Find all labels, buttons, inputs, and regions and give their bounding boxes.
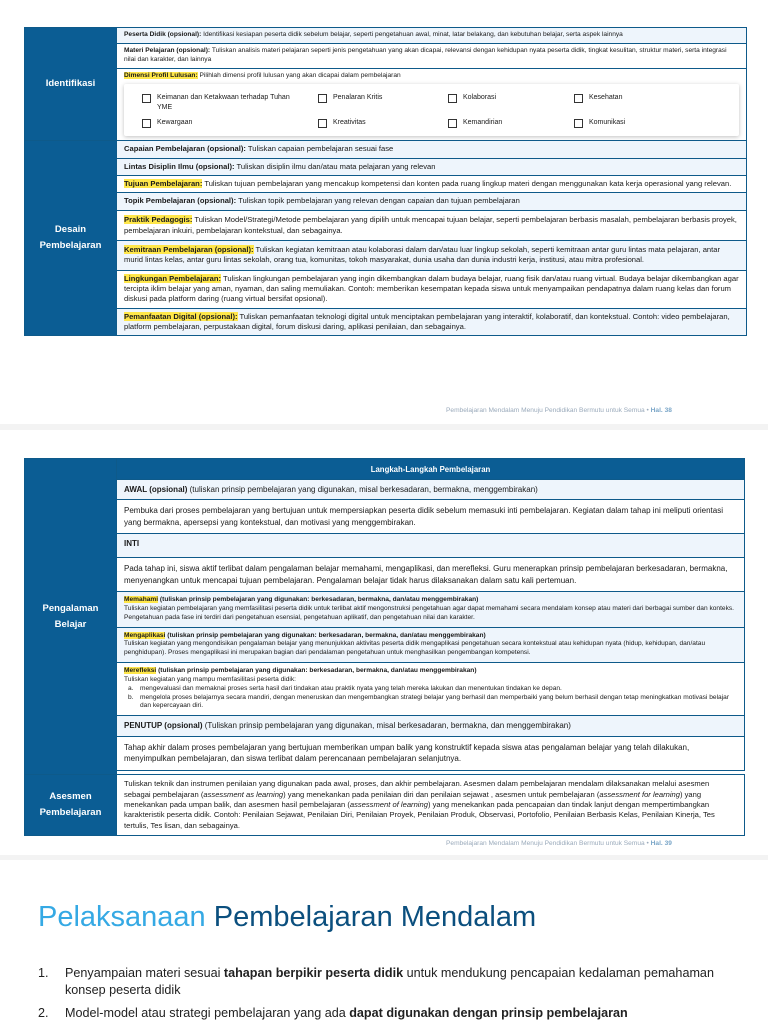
- penutup-desc-row: Tahap akhir dalam proses pembelajaran yang bertujuan memberikan umpan balik yang konstruktif kepada siswa atas pengalaman belajar yang telah dilakukan, menyimpulkan pembelajaran, dan siswa terlibat dalam perencanaan pembelajaran selanjutnya.: [117, 736, 745, 771]
- checkbox-icon[interactable]: [574, 119, 583, 128]
- lintas-disiplin-row: Lintas Disiplin Ilmu (opsional): Tuliskan disiplin ilmu dan/atau mata pelajaran yang relevan: [117, 158, 747, 175]
- section-title: Pelaksanaan Pembelajaran Mendalam: [38, 901, 537, 933]
- awal-desc-row: Pembuka dari proses pembelajaran yang bertujuan untuk mempersiapkan peserta didik sebelum memasuki inti pembelajaran. Kegiatan dalam tahap ini meliputi orientasi yang bermakna, apersepsi yang kontekstual, dan motivasi yang menggembirakan.: [117, 500, 745, 534]
- asesmen-row: Tuliskan teknik dan instrumen penilaian yang digunakan pada awal, proses, dan akhir pembelajaran. Asesmen dalam pembelajaran mendalam dilaksanakan melalui asesmen sebagai pembelajaran (assessment as learning) yang menekankan pada penilaian diri dan penilaian sejawat , asesmen untuk pembelajaran (assessment for learning) yang menekankan pada umpan balik, dan asesmen hasil pembelajaran (assessment of learning) yang menekankan pada pencapaian dan tindak lanjut dengan mempertimbangkan karakteristik peserta didik. Contoh: Penilaian Sejawat, Penilaian Diri, Penilaian Proyek, Penilaian Produk, Observasi, Portofolio, Penilaian Berbasis Kelas, Penilaian Kinerja, Tes tertulis, Tes lisan, dan sebagainya.: [117, 775, 745, 836]
- awal-row: AWAL (opsional) (tuliskan prinsip pembelajaran yang digunakan, misal berkesadaran, bermakna, menggembirakan): [117, 480, 745, 500]
- rpp-table-page-38: [24, 27, 747, 336]
- praktik-pedagogis-row: Praktik Pedagogis: Tuliskan Model/Strategi/Metode pembelajaran yang dipilih untuk mencapai tujuan belajar, seperti pembelajaran berbasis masalah, pembelajaran berbasis proyek, pembelajaran inkuiri, pembelajaran kontekstual, dan sebagainya.: [117, 211, 747, 241]
- checkbox-icon[interactable]: [142, 94, 151, 103]
- checkbox-icon[interactable]: [448, 94, 457, 103]
- desain-pembelajaran-label: Desain Pembelajaran: [25, 141, 117, 336]
- page-separator: [0, 424, 768, 430]
- rpp-table-page-39: [24, 458, 745, 836]
- checkbox-icon[interactable]: [574, 94, 583, 103]
- checkbox-penalaran-kritis[interactable]: Penalaran Kritis: [318, 93, 448, 112]
- list-item: 2. Model-model atau strategi pembelajaran yang ada dapat digunakan dengan prinsip pembelajaran: [38, 1005, 628, 1020]
- checkbox-kolaborasi[interactable]: Kolaborasi: [448, 93, 574, 112]
- checkbox-komunikasi[interactable]: Komunikasi: [574, 118, 684, 128]
- merefleksi-row: Merefleksi (tuliskan prinsip pembelajaran yang digunakan: berkesadaran, bermakna, dan/atau menggembirakan) Tuliskan kegiatan yang mampu memfasilitasi peserta didik: a. mengevaluasi dan memaknai proses serta hasil dari tindakan atau praktik nyata yang telah mereka lakukan dan menentukan tindakan ke depan. b. mengelola proses belajarnya secara mandiri, dengan meneruskan dan mengembangkan strategi belajar yang berhasil dan memperbaiki yang belum berhasil dengan tetap meningkatkan motivasi belajar dan kepercayaan diri.: [117, 663, 745, 716]
- kemitraan-row: Kemitraan Pembelajaran (opsional): Tuliskan kegiatan kemitraan atau kolaborasi dalam dan/atau luar lingkup sekolah, seperti kemitraan antar guru lintas mata pelajaran, antar murid lintas kelas, antar guru lintas sekolah, orang tua, komunitas, tokoh masyarakat, dunia usaha dan dunia industri kerja, institusi, atau mitra profesional.: [117, 241, 747, 271]
- pemanfaatan-digital-row: Pemanfaatan Digital (opsional): Tuliskan pemanfaatan teknologi digital untuk menciptakan pembelajaran yang interaktif, kolaboratif, dan kontekstual. Contoh: video pembelajaran, platform pembelajaran, perpustakaan digital, forum diskusi daring, aplikasi penilaian, dan sebagainya.: [117, 308, 747, 336]
- page-separator: [0, 855, 768, 860]
- inti-desc-row: Pada tahap ini, siswa aktif terlibat dalam pengalaman belajar memahami, mengaplikasi, dan merefleksi. Guru menerapkan prinsip pembelajaran berkesadaran, bermakna, menyenangkan untuk mencapai tujuan pembelajaran. Pengalaman belajar tidak harus dilaksanakan dalam satu kali pertemuan.: [117, 558, 745, 592]
- page-footer-39: Pembelajaran Mendalam Menuju Pendidikan Bermutu untuk Semua • Hal. 39: [446, 840, 672, 847]
- checkbox-keimanan[interactable]: Keimanan dan Ketakwaan terhadap Tuhan YME: [142, 93, 318, 112]
- pengalaman-belajar-label: Pengalaman Belajar: [25, 459, 117, 775]
- capaian-row: Capaian Pembelajaran (opsional): Tuliskan capaian pembelajaran sesuai fase: [117, 141, 747, 158]
- topik-row: Topik Pembelajaran (opsional): Tuliskan topik pembelajaran yang relevan dengan capaian dan tujuan pembelajaran: [117, 193, 747, 211]
- inti-row: INTI: [117, 534, 745, 558]
- page-footer-38: Pembelajaran Mendalam Menuju Pendidikan Bermutu untuk Semua • Hal. 38: [446, 407, 672, 414]
- checkbox-icon[interactable]: [142, 119, 151, 128]
- asesmen-pembelajaran-label: Asesmen Pembelajaran: [25, 775, 117, 836]
- identifikasi-label: Identifikasi: [25, 28, 117, 141]
- checkbox-kesehatan[interactable]: Kesehatan: [574, 93, 684, 112]
- numbered-list: [38, 965, 738, 1028]
- mengaplikasi-row: Mengaplikasi (tuliskan prinsip pembelajaran yang digunakan: berkesadaran, bermakna, dan/atau menggembirakan) Tuliskan kegiatan yang mengondisikan pengalaman belajar yang menunjukkan aktivitas peserta didik mengaplikasi pengetahuan secara kontekstual atau kehidupan nyata (hidup, kehidupan, dan/atau penghidupan). Proses mengaplikasi ini merupakan bagian dari pendalaman pengetahuan untuk menghasilkan pengembangan kompetensi.: [117, 627, 745, 662]
- penutup-row: PENUTUP (opsional) (Tuliskan prinsip pembelajaran yang digunakan, misal berkesadaran, bermakna, dan menggembirakan): [117, 716, 745, 736]
- checkbox-icon[interactable]: [318, 119, 327, 128]
- dimensi-profil-row: Dimensi Profil Lulusan: Pilihlah dimensi profil lulusan yang akan dicapai dalam pembelajaran Keimanan dan Ketakwaan terhadap Tuhan YME Penalaran Kritis Kolaborasi Kesehatan Kewargaan Kreativitas Kemandirian Komunikasi: [117, 69, 747, 141]
- checkbox-icon[interactable]: [448, 119, 457, 128]
- list-item: 1. Penyampaian materi sesuai tahapan berpikir peserta didik untuk mendukung pencapaian kedalaman pemahaman konsep peserta didik: [38, 966, 714, 997]
- checkbox-kreativitas[interactable]: Kreativitas: [318, 118, 448, 128]
- materi-pelajaran-row: Materi Pelajaran (opsional): Tuliskan analisis materi pelajaran seperti jenis pengetahuan yang akan dicapai, relevansi dengan kehidupan nyata peserta didik, tingkat kesulitan, struktur materi, serta integrasi nilai dan karakter, dan lainnya: [117, 43, 747, 69]
- checkbox-kemandirian[interactable]: Kemandirian: [448, 118, 574, 128]
- checkbox-icon[interactable]: [318, 94, 327, 103]
- checkbox-kewargaan[interactable]: Kewargaan: [142, 118, 318, 128]
- memahami-row: Memahami (tuliskan prinsip pembelajaran yang digunakan: berkesadaran, bermakna, dan/atau menggembirakan) Tuliskan kegiatan pembelajaran yang memfasilitasi peserta didik untuk terlibat aktif mengonstruksi pengetahuan agar dapat memahami secara mendalam konsep atau materi dari berbagai sumber dan konteks. Pengetahuan pada fase ini terdiri dari pengetahuan esensial, pengetahuan aplikatif, dan pengetahuan nilai dan karakter.: [117, 592, 745, 627]
- lingkungan-row: Lingkungan Pembelajaran: Tuliskan lingkungan pembelajaran yang ingin dikembangkan dalam budaya belajar, ruang fisik dan/atau ruang virtual. Budaya belajar dikembangkan agar tercipta iklim belajar yang aman, nyaman, dan saling memuliakan. Contoh: memberikan kesempatan kepada siswa untuk menyampaikan pendapatnya dalam ruang kelas dan forum diskusi pada platform daring (ruang virtual bersifat opsional).: [117, 270, 747, 308]
- dimensi-checkbox-card: [124, 84, 739, 136]
- langkah-header: Langkah-Langkah Pembelajaran: [117, 459, 745, 480]
- peserta-didik-row: Peserta Didik (opsional): Identifikasi kesiapan peserta didik sebelum belajar, seperti pengetahuan awal, minat, latar belakang, dan kebutuhan belajar, serta aspek lainnya: [117, 28, 747, 44]
- tujuan-row: Tujuan Pembelajaran: Tuliskan tujuan pembelajaran yang mencakup kompetensi dan konten pada ruang lingkup materi dengan menggunakan kata kerja operasional yang relevan.: [117, 175, 747, 192]
